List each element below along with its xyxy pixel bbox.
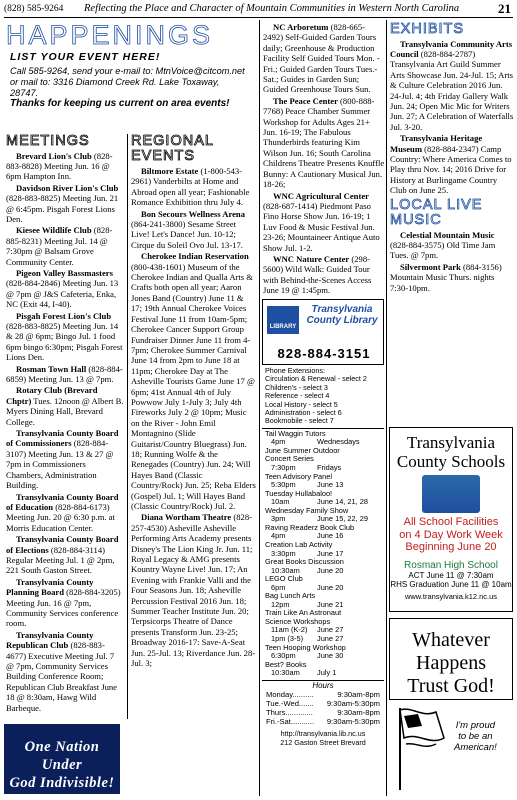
regional-continued-column [263, 22, 385, 297]
library-hours [262, 690, 384, 726]
listing-details: (828-884-3205) Meeting Jun. 16 @ 7pm, Community Services conference room. [6, 587, 121, 629]
listing-details: (864-241-3800) Sesame Street Live! Let's Dance! Jun. 10-12; Cirque du Soleil Ovo Jul. 13-17. [131, 219, 243, 250]
listing-entry [6, 534, 124, 576]
hours-row [266, 708, 380, 717]
listing-entry [6, 268, 124, 310]
event-cell: July 1 [317, 668, 337, 678]
header-tagline: Reflecting the Place and Character of Mountain Communities in Western North Carolina [84, 3, 460, 14]
regional-list [131, 166, 256, 669]
page-header [4, 3, 513, 18]
listing-entry [131, 512, 256, 668]
library-events [262, 429, 384, 679]
listing-entry [263, 96, 385, 190]
trust-line-2: Trust God! [407, 675, 495, 697]
event-cell: Tail Waggin Tutors [265, 428, 326, 438]
hours-row [266, 690, 380, 699]
trust-line-1: Whatever Happens [412, 629, 490, 674]
listing-name: Transylvania County Board of Elections [6, 534, 119, 555]
event-cell: 3:30pm [271, 548, 296, 558]
listing-details: (828-884-3107) Meeting Jun. 13 & 27 @ 7pm in Commissioners Chambers, Administration Building. [6, 438, 114, 491]
event-cell: Concert Series [265, 454, 314, 464]
event-cell: June 27 [317, 625, 344, 635]
one-nation-line-1: One Nation Under [24, 739, 100, 773]
extension-item: Administration - select 6 [265, 408, 342, 418]
schools-act: ACT June 11 @ 7:30am [408, 570, 494, 580]
listing-name: Cherokee Indian Reservation [141, 251, 249, 262]
event-cell: Great Books Discussion [265, 557, 344, 567]
event-cell: June 14, 21, 28 [317, 497, 368, 507]
listing-name: Transylvania County Board of Commissioners [6, 428, 119, 449]
local-music-heading: LOCAL LIVE MUSIC [390, 196, 483, 228]
hours-time: 9:30am-8pm [337, 707, 380, 717]
hours-title: Hours [262, 680, 384, 690]
event-cell: 6pm [271, 582, 286, 592]
exhibits-column [390, 22, 514, 294]
event-cell: June Summer Outdoor [265, 445, 340, 455]
listing-entry [390, 39, 514, 133]
listing-name: Diana Wortham Theatre [141, 512, 232, 523]
exhibits-heading: EXHIBITS [390, 21, 465, 37]
event-cell: June 20 [317, 565, 344, 575]
proud-american-ad [392, 704, 512, 796]
regional-column [131, 134, 256, 670]
divider [262, 428, 384, 429]
event-cell: June 30 [317, 651, 344, 661]
event-cell: Creation Lab Activity [265, 539, 333, 549]
listing-details: (828-883-8825) Meeting Jun. 21 @ 6:45pm. Pisgah Forest Lions Den. [6, 193, 119, 224]
listing-entry [263, 22, 385, 95]
school-bus-icon [422, 475, 480, 513]
page-subtitle: LIST YOUR EVENT HERE! [10, 51, 161, 63]
column-divider [259, 20, 260, 796]
extension-item: Children's - select 3 [265, 382, 328, 392]
hours-day: Thurs............. [266, 707, 313, 717]
event-cell: 10:30am [271, 565, 300, 575]
listing-details: (828-883-4677) Executive Meeting Jul. 7 @ 7pm, Community Services Building Conference Room; Republican Club Breakfast June 18 @ 8:30am, Hawg Wild Barbeque. [6, 640, 117, 713]
event-cell: 1pm (3-5) [271, 633, 304, 643]
page-number: 21 [498, 1, 511, 16]
event-cell: June 16 [317, 531, 344, 541]
schools-title-2: County Schools [396, 452, 506, 471]
intro-line-1: Call 585-9264, send your e-mail to: MtnVoice@citcom.net [10, 66, 245, 76]
intro-line-3: Thanks for keeping us current on area events! [10, 98, 230, 110]
event-cell: June 15, 22, 29 [317, 514, 368, 524]
listing-name: Rosman Town Hall [16, 363, 87, 374]
listing-entry [263, 254, 385, 296]
listing-details: (828-257-4530) Asheville Asheville Performing Arts Academy presents Disney's The Lion King Jr. Jun. 11; Royal Legacy & AMG presents Kountry Wayne Live! Jun. 17; An Evening with Frankie Valli and the Four Seasons Jun. 18; Asheville Percussion Festival 2016 Jun. 18; Summer Teacher Institute Jun. 20; Terpsicorps Theatre of Dance presents Transform Jun. 23-25; Broadway 2016-17: Save-A-Seat Jun. 25-Jul. 13; Riverdance Jun. 28-Jul. 3; [131, 512, 256, 669]
schools-message: All School Facilities on 4 Day Work Week Beginning June 20 [399, 516, 503, 553]
extension-item: Reference - select 4 [265, 391, 330, 401]
listing-details: (884-3156) Mountain Music Thurs. nights 7:30-10pm. [390, 261, 502, 293]
hours-day: Tue.-Wed....... [266, 698, 314, 708]
library-address: 212 Gaston Street Brevard [280, 737, 366, 747]
listing-name: Transylvania County Republican Club [6, 629, 94, 651]
event-cell: 5:30pm [271, 480, 296, 490]
library-building-icon: LIBRARY [267, 306, 299, 334]
event-cell: Wednesdays [317, 437, 360, 447]
listing-details: (828-883-8828) Meeting Jun. 16 @ 6pm Hampton Inn. [6, 150, 113, 182]
library-extensions [262, 365, 384, 428]
event-cell: Tuesday Hullabaloo! [265, 488, 333, 498]
hours-time: 9:30am-5:30pm [326, 716, 380, 726]
library-url[interactable]: http://transylvania.lib.nc.us [280, 728, 366, 738]
listing-entry [131, 209, 256, 251]
listing-entry [390, 133, 514, 195]
listing-entry [6, 364, 124, 385]
event-cell: 4pm [271, 531, 286, 541]
listing-entry [6, 428, 124, 490]
library-phone: 828-884-3151 [277, 346, 371, 361]
schools-graduation: RHS Graduation June 11 @ 10am [390, 580, 512, 589]
listing-name: Transylvania Community Arts Council [390, 38, 513, 59]
event-cell: 4pm [271, 437, 286, 447]
listing-details: (828-884-2347) Camp Country: Where America Comes to Play thru Nov. 14; 2016 Drive for History at Burlingame Country Club on June 25. [390, 143, 512, 196]
listing-details: (828-883-8825) Meeting Jun. 14 & 28 @ 6pm; Bingo Jul. 1 food 6pm bingo 6:30pm; Pisgah Forest Lions Den. [6, 321, 123, 363]
listing-name: Brevard Lion's Club [16, 150, 92, 161]
listing-details: (828-884-6173) Meeting Jun. 20 @ 6:30 p.m. at Morris Education Center. [6, 501, 115, 533]
hours-row [266, 717, 380, 726]
hours-day: Monday.......... [266, 689, 314, 699]
listing-entry [131, 251, 256, 511]
library-ad [262, 299, 384, 800]
listing-entry [6, 492, 124, 534]
event-cell: Science Workshops [265, 616, 331, 626]
extension-item: Circulation & Renewal - select 2 [265, 374, 367, 384]
listing-name: Transylvania County Planning Board [6, 576, 94, 598]
library-footer [262, 729, 384, 747]
listing-entry [6, 151, 124, 182]
schools-url[interactable]: www.transylvania.k12.nc.us [404, 591, 498, 601]
hours-time: 9:30am-8pm [337, 689, 380, 699]
extension-item: Local History - select 5 [265, 399, 338, 409]
event-cell: June 27 [317, 633, 344, 643]
event-cell: 6:30pm [271, 651, 296, 661]
schools-title-1: Transylvania [406, 433, 496, 452]
listing-details: (828-884-3575) Old Time Jam Tues. @ 7pm. [390, 240, 496, 261]
regional-heading: REGIONAL EVENTS [131, 133, 214, 164]
listing-name: Davidson River Lion's Club [16, 182, 119, 193]
listing-name: WNC Nature Center [273, 253, 350, 264]
listing-details: (828-884-6859) Meeting Jun. 13 @ 7pm. [6, 363, 123, 385]
listing-name: Kiesee Wildlife Club [16, 225, 92, 236]
event-cell: 3pm [271, 514, 286, 524]
listing-name: Pisgah Forest Lion's Club [16, 310, 112, 321]
event-cell: Teen Hooping Workshop [265, 642, 346, 652]
schools-site: Rosman High School [404, 559, 498, 571]
library-logo-box [262, 299, 384, 365]
event-cell: Teen Advisory Panel [265, 471, 332, 481]
listing-entry [6, 577, 124, 629]
event-cell: June 20 [317, 582, 344, 592]
event-cell: 10:30am [271, 668, 300, 678]
listing-details: (828-885-8231) Meeting Jul. 14 @ 7:30pm @ Balsam Grove Community Center. [6, 225, 113, 267]
listing-entry [6, 311, 124, 363]
listing-details: (800-438-1601) Museum of the Cherokee Indian and Qualla Arts & Crafts both open all year; Aaron Jones Band (Country) June 11 & 17; 19th Annual Cherokee Voices Festival June 11 from 10am-5pm; Cherokee Cancer Support Group Fundraiser Dinner June 11 from 4-7pm; Cherokee Summer Carnival June 14 from 2pm to June 18 at 11pm; Cherokee Day at The Asheville Tourists Game June 17 @ 6pm; 41st Annual 4th of July Powwow July 1-July 3; July 4th Fireworks July 2 @ 10pm; Music on the River - John Emil Montagnino (Slide Guitarist/Country Bluegrass) Jun. 18; Running Wolfe & the Renegades (Country) Jun. 24; Will Hayes Band (Classic Country/Rock) Jun. 25; Reba Elders (Gospel) Jul. 1; Will Hayes Band (Classic Country/Rock) Jul. 2. [131, 261, 256, 511]
schools-ad [389, 427, 513, 612]
listing-name: NC Arboretum [273, 22, 329, 32]
hours-time: 9:30am-5:30pm [326, 698, 380, 708]
listing-entry [263, 191, 385, 253]
listing-name: The Peace Center [273, 95, 338, 106]
listing-details: (298-5600) Wild Walk: Guided Tour with Behind-the-Scenes Access June 19 @ 1:45pm. [263, 253, 372, 296]
proud-line-2: to be an [458, 731, 493, 742]
event-cell: Wednesday Family Show [265, 505, 349, 515]
event-cell: June 17 [317, 548, 344, 558]
listing-name: Transylvania County Board of Education [6, 491, 119, 512]
event-cell: June 21 [317, 599, 344, 609]
event-cell: 12pm [271, 599, 290, 609]
event-cell: 11am (K-2) [271, 625, 308, 635]
event-cell: 7:30pm [271, 463, 296, 473]
listing-entry [6, 225, 124, 267]
exhibits-list [390, 39, 514, 196]
extensions-title: Phone Extensions: [265, 366, 325, 375]
listing-entry [131, 166, 256, 208]
listing-entry [6, 183, 124, 225]
library-name: Transylvania County Library [306, 304, 378, 326]
column-divider [127, 134, 128, 719]
event-cell: June 13 [317, 480, 344, 490]
event-cell: Bag Lunch Arts [265, 591, 316, 601]
hours-row [266, 699, 380, 708]
event-cell: 10am [271, 497, 290, 507]
listing-details: (828-884-2787) Transylvania Art Guild Summer Arts Showcase Jun. 24-Jul. 15; Arts & Culture Celebration 2016 Jun. 24-Jul. 4; 4th Friday Gallery Walk Jun. 24; Open Mic Mic for Writers Jun. 27; A Celebration of Waterfalls Jul. 3-20. [390, 48, 514, 132]
listing-entry [6, 630, 124, 713]
page-title: HAPPENINGS [6, 20, 214, 50]
listing-name: Transylvania Heritage Museum [390, 133, 483, 154]
listing-name: Rotary Club (Brevard Chptr) [6, 385, 98, 406]
listing-details: (828-687-1414) Piedmont Paso Fino Horse Show Jun. 16-19; 1 Luv Food & Music Festival Jun. 23-26; Mountaineer Antique Auto Show Jul. 1-2. [263, 200, 380, 253]
intro-line-2: or mail to: 3316 Diamond Creek Rd. Lake Toxaway, 28747. [10, 76, 220, 98]
event-cell: Raving Readerz Book Club [265, 522, 355, 532]
music-list [390, 230, 514, 293]
listing-details: (800-888-7768) Peace Chamber Summer Workshop for Adults Ages 21+ Jun. 16-19; The Fabulous Thunderbirds featuring Kim Wilson Jun. 16; South Carolina Childrens Theatre Presents Knuffle Bunny: A Cautionary Musical Jun. 18-26; [263, 95, 385, 190]
meetings-heading: MEETINGS [6, 133, 90, 149]
listing-name: Celestial Mountain Music [400, 229, 495, 240]
event-cell: Best? Books [265, 659, 307, 669]
trust-god-ad [389, 618, 513, 700]
listing-name: Pigeon Valley Bassmasters [16, 267, 113, 278]
listing-entry [390, 230, 514, 261]
meetings-list [6, 151, 124, 714]
event-cell: Train Like An Astronaut [265, 608, 342, 618]
one-nation-line-2: God Indivisible! [9, 775, 115, 791]
hours-day: Fri.-Sat........... [266, 716, 315, 726]
column-divider [386, 20, 387, 796]
listing-entry [390, 262, 514, 293]
event-cell: LEGO Club [265, 574, 303, 584]
proud-line-3: American! [454, 742, 497, 753]
flag-icon [392, 704, 452, 792]
library-event-row [265, 669, 381, 678]
proud-text [454, 720, 497, 753]
listing-entry [6, 385, 124, 427]
listing-details: (828-884-3114) Regular Meeting Jul. 1 @ 2pm, 221 South Gaston Street. [6, 544, 115, 576]
header-phone: (828) 585-9264 [4, 4, 64, 14]
regional-continued-list [263, 22, 385, 296]
one-nation-ad [4, 724, 120, 794]
listing-details: (1-800-543-2961) Vanderbilts at Home and Abroad open all year; Fashionable Romance Exhibition thru July 4. [131, 166, 250, 208]
extension-item: Bookmobile - select 7 [265, 416, 334, 426]
listing-details: Tues. 12noon @ Albert B. Myers Dining Hall, Brevard College. [6, 395, 124, 427]
extensions-list [265, 375, 381, 425]
listing-details: (828-884-2846) Meeting Jun. 13 @ 7pm @ J&S Cafeteria, Enka, NC (Exit 44, I-40). [6, 278, 119, 310]
meetings-column [6, 134, 124, 714]
listing-details: (828-665-2492) Self-Guided Garden Tours daily; Greenhouse & Production Facility Self Guided Tours Mon. - Fri.; Guided Garden Tours Tues.-Sat.; Guides in Garden Sun; Guided Greenhouse Tours Sun. [263, 22, 380, 95]
listing-name: WNC Agricultural Center [273, 190, 369, 201]
listing-name: Silvermont Park [400, 261, 461, 272]
listing-name: Bon Secours Wellness Arena [141, 208, 246, 219]
listing-name: Biltmore Estate [141, 166, 199, 176]
proud-line-1: I'm proud [455, 720, 496, 731]
intro-block [10, 66, 250, 110]
event-cell: Fridays [317, 463, 342, 473]
